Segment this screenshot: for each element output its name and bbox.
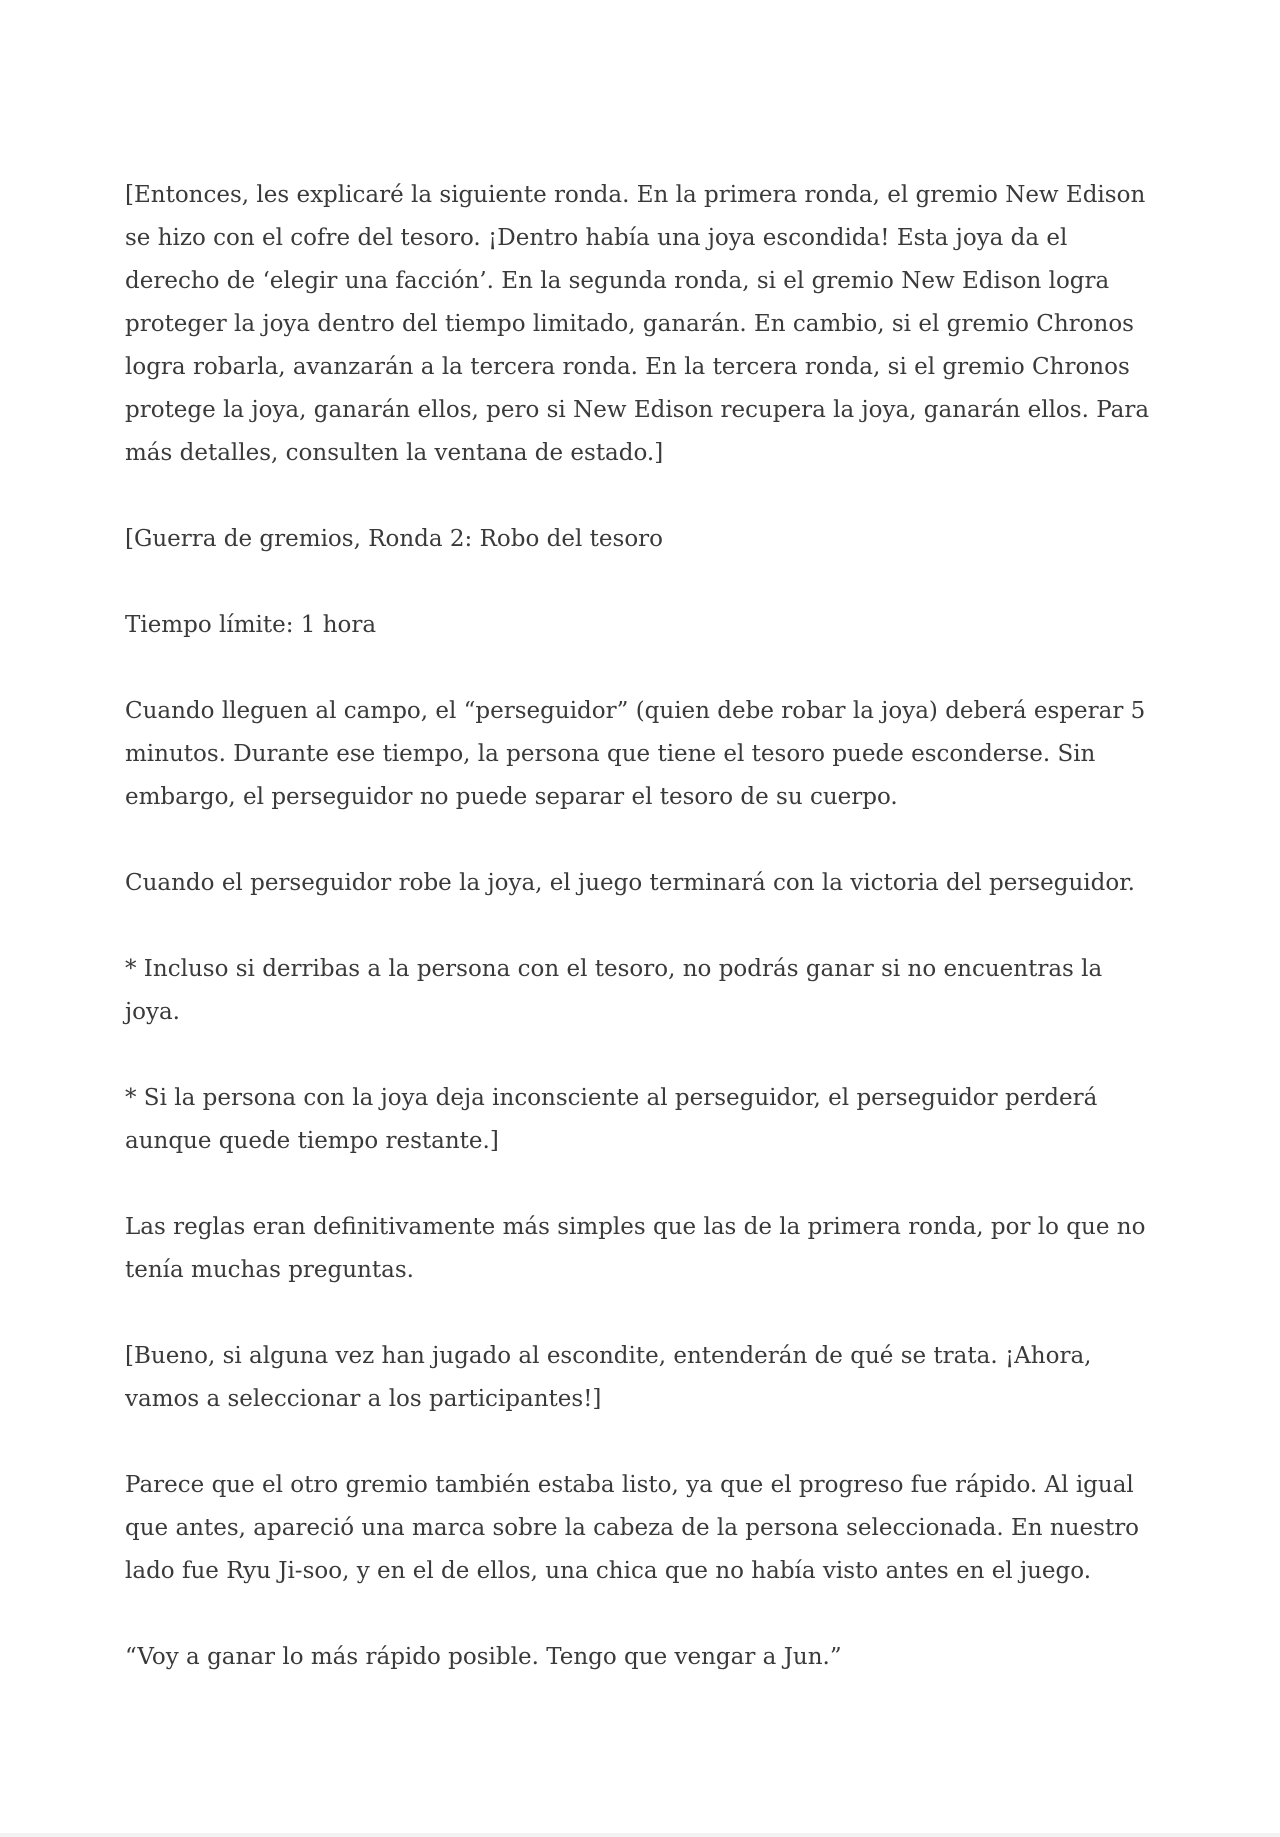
paragraph-victory-condition: Cuando el perseguidor robe la joya, el juego terminará con la victoria del perseguidor. (125, 870, 1135, 896)
paragraph-dialogue: “Voy a ganar lo más rápido posible. Tengo que vengar a Jun.” (125, 1644, 842, 1670)
paragraph-selection: Parece que el otro gremio también estaba listo, ya que el progreso fue rápido. Al igual que antes, apareció una marca sobre la cabeza de la persona seleccionada. En nuestro lado fue Ryu Ji-soo, y en el de ellos, una chica que no había visto antes en el juego. (125, 1472, 1140, 1584)
document-body (125, 174, 1160, 1679)
paragraph-round-explanation: [Entonces, les explicaré la siguiente ronda. En la primera ronda, el gremio New Edison se hizo con el cofre del tesoro. ¡Dentro había una joya escondida! Esta joya da el derecho de ‘elegir una facción’. En la segunda ronda, si el gremio New Edison logra proteger la joya dentro del tiempo limitado, ganarán. En cambio, si el gremio Chronos logra robarla, avanzarán a la tercera ronda. En la tercera ronda, si el gremio Chronos protege la joya, ganarán ellos, pero si New Edison recupera la joya, ganarán ellos. Para más detalles, consulten la ventana de estado.] (125, 182, 1150, 466)
paragraph-round-title: [Guerra de gremios, Ronda 2: Robo del tesoro (125, 526, 664, 552)
paragraph-hide-and-seek: [Bueno, si alguna vez han jugado al escondite, entenderán de qué se trata. ¡Ahora, vamos a seleccionar a los participantes!] (125, 1343, 1092, 1412)
paragraph-simple-rules: Las reglas eran definitivamente más simples que las de la primera ronda, por lo que no tenía muchas preguntas. (125, 1214, 1146, 1283)
paragraph-time-limit: Tiempo límite: 1 hora (125, 612, 377, 638)
paragraph-note-unconscious: * Si la persona con la joya deja inconsciente al perseguidor, el perseguidor perderá aunque quede tiempo restante.] (125, 1085, 1098, 1154)
paragraph-chaser-rules: Cuando lleguen al campo, el “perseguidor” (quien debe robar la joya) deberá esperar 5 minutos. Durante ese tiempo, la persona que tiene el tesoro puede esconderse. Sin embargo, el perseguidor no puede separar el tesoro de su cuerpo. (125, 698, 1146, 810)
paragraph-note-knockdown: * Incluso si derribas a la persona con el tesoro, no podrás ganar si no encuentras la joya. (125, 956, 1103, 1025)
page-bottom-edge (0, 1833, 1280, 1837)
